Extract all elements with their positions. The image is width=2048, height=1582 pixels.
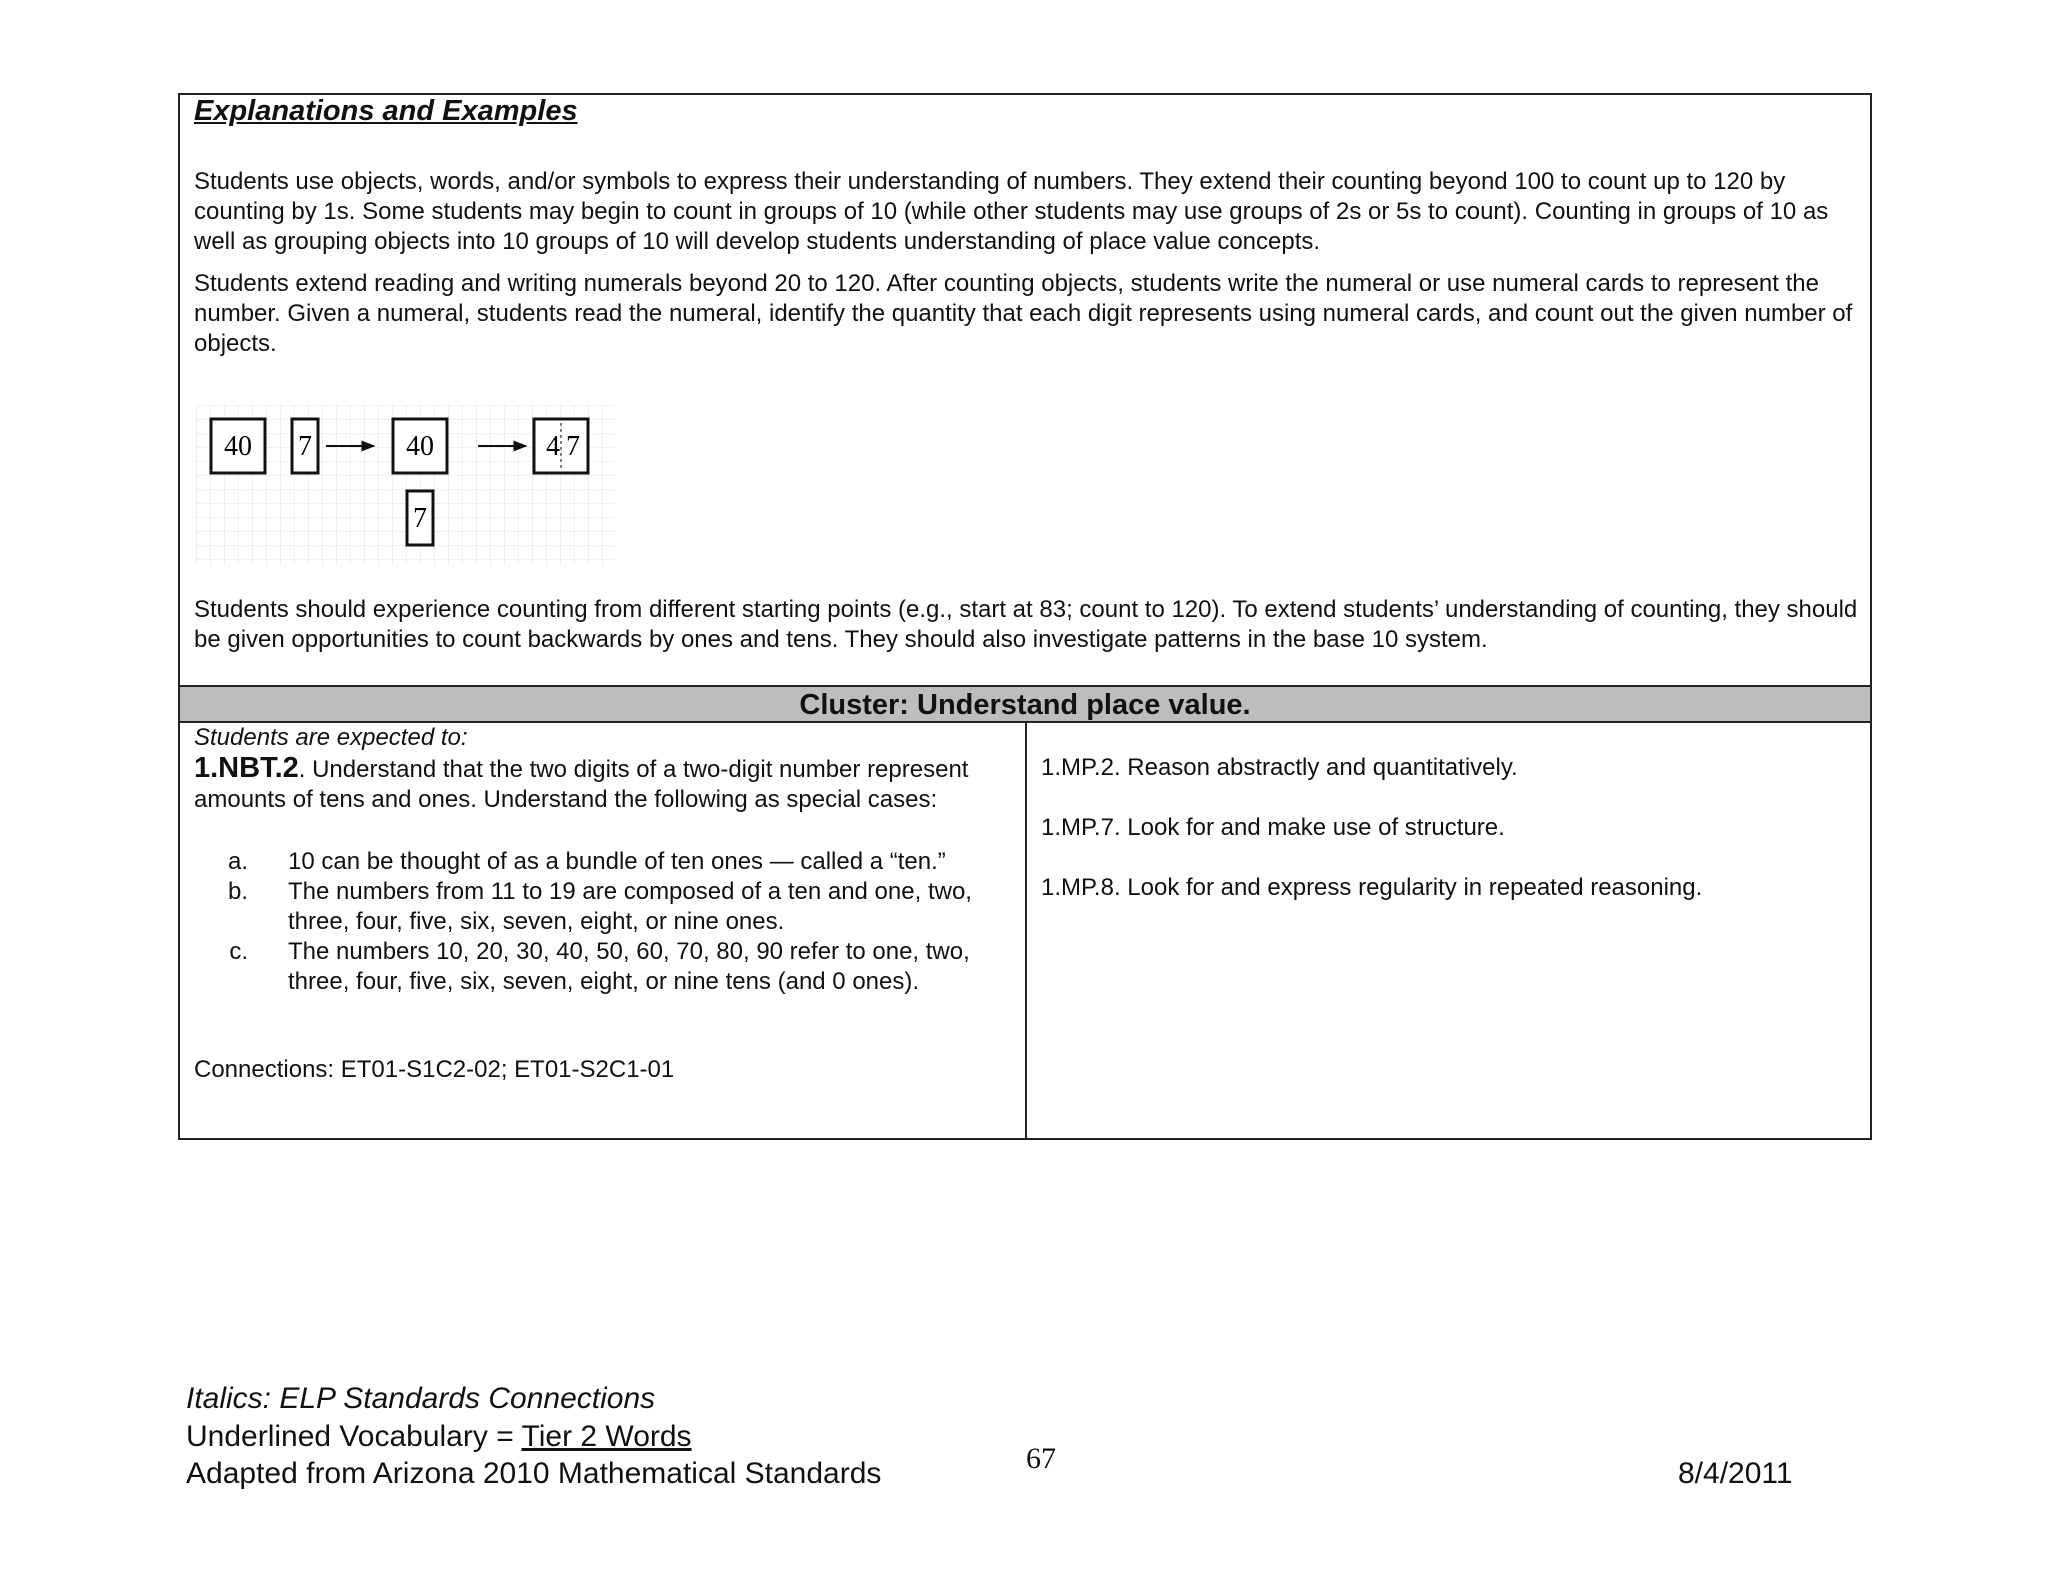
tier-2-words: Tier 2 Words [521,1420,692,1453]
svg-text:7: 7 [298,431,312,462]
list-item: c. The numbers 10, 20, 30, 40, 50, 60, 70, 80, 90 refer to one, two, three, four, five, six, seven, eight, or nine tens (and 0 ones). [229,938,970,995]
practice-item: 1.MP.8. Look for and express regularity in repeated reasoning. [1041,874,1703,901]
footer-date: 8/4/2011 [1678,1457,1793,1490]
explanation-paragraph-2: Students extend reading and writing numerals beyond 20 to 120. After counting objects, students write the numeral or use numeral cards to represent the number. Given a numeral, students read the numeral, identify the quantity that each digit represents using numeral cards, and count out the given number of objects. [194,270,1853,357]
section-heading: Explanations and Examples [194,95,578,127]
footer-vocabulary-note: Underlined Vocabulary = Tier 2 Words [186,1420,692,1453]
expected-label: Students are expected to: [194,724,468,751]
footer-source-note: Adapted from Arizona 2010 Mathematical Standards [186,1457,882,1490]
svg-text:4: 4 [546,431,560,462]
card-tens [211,419,265,473]
footer-italics-note: Italics: ELP Standards Connections [186,1382,656,1415]
list-item: a. 10 can be thought of as a bundle of ten ones — called a “ten.” [227,848,946,875]
standard-statement [194,753,994,815]
list-item: b. The numbers from 11 to 19 are composed of a ten and one, two, three, four, five, six, seven, eight, or nine ones. [227,878,972,935]
standard-cell [178,721,1027,1140]
page-number: 67 [1026,1442,1056,1475]
card-combined [534,419,588,473]
explanations-section [178,93,1872,687]
svg-text:7: 7 [413,503,427,534]
place-value-figure [196,405,616,565]
svg-text:40: 40 [224,431,252,462]
practice-item: 1.MP.7. Look for and make use of structure. [1041,814,1505,841]
svg-text:7: 7 [566,431,580,462]
standard-code: 1.NBT.2 [194,752,299,784]
card-ones [292,419,318,473]
card-ones-moved [407,491,433,545]
connections: Connections: ET01-S1C2-02; ET01-S2C1-01 [194,1056,675,1083]
practices-cell [1025,721,1872,1140]
card-tens-moved [393,419,447,473]
svg-text:40: 40 [406,431,434,462]
explanation-paragraph-3: Students should experience counting from different starting points (e.g., start at 83; count to 120). To extend students’ understanding of counting, they should be given opportunities to count backwards by ones and tens. They should also investigate patterns in the base 10 system. [194,596,1858,653]
explanation-paragraph-1: Students use objects, words, and/or symbols to express their understanding of numbers. They extend their counting beyond 100 to count up to 120 by counting by 1s. Some students may begin to count in groups of 10 (while other students may use groups of 2s or 5s to count). Counting in groups of 10 as well as grouping objects into 10 groups of 10 will develop students understanding of place value concepts. [194,168,1829,255]
practice-item: 1.MP.2. Reason abstractly and quantitatively. [1041,754,1518,781]
standard-text: . Understand that the two digits of a two-digit number represent amounts of tens and ones. Understand the following as special cases: [194,756,969,813]
cluster-header: Cluster: Understand place value. [178,685,1872,723]
